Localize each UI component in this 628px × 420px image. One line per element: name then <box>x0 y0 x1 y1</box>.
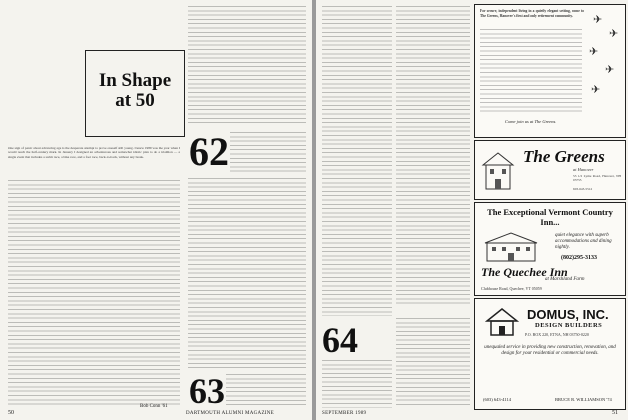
article-title-line2: at 50 <box>115 90 155 111</box>
greens-name: The Greens <box>523 147 605 166</box>
domus-name: DOMUS, INC. <box>527 307 609 322</box>
article-signature: Bob Conn '61 <box>140 404 168 409</box>
greens-address: 53 1/2 Lyme Road, Hanover, NH 03755 <box>573 174 621 183</box>
domus-owner: BRUCE R. WILLIAMSON '74 <box>555 397 612 402</box>
bird-icon: ✈ <box>591 84 601 96</box>
running-head-right: SEPTEMBER 1989 <box>322 411 367 416</box>
article-title-line1: In Shape <box>98 70 172 91</box>
right-page <box>316 0 628 420</box>
class-notes-column-1 <box>322 6 392 316</box>
class-notes-62 <box>188 178 306 370</box>
page-folio-left: 50 <box>8 410 14 416</box>
bird-icon: ✈ <box>605 64 615 76</box>
class-notes-62-intro <box>230 132 306 174</box>
article-intro: One sign of panic about advancing age is the desperate attempt to prove oneself still young. I knew 1989 was the year when I would reach the half-century mark. In January I designed an adventurous and somewhat idiotic plan to do a triathlon — a single event that includes a swim race, a bike race, and a foot race, back-to-back, without any break. <box>8 146 180 159</box>
bird-icon: ✈ <box>609 28 619 40</box>
greens-ad <box>474 140 626 200</box>
article-body-text <box>8 180 180 405</box>
bird-icon: ✈ <box>593 14 603 26</box>
quechee-name: The Quechee Inn <box>481 265 568 279</box>
page-folio-right: 51 <box>612 410 618 416</box>
domus-phone: (603) 643-4114 <box>483 397 511 402</box>
domus-ad <box>474 298 626 410</box>
domus-address: P.O. BOX 220, ETNA, NH 03750-0220 <box>525 332 589 337</box>
inn-illustration <box>483 231 539 263</box>
quechee-inn-ad <box>474 202 626 296</box>
class-number-64: 64 <box>322 320 358 360</box>
quechee-headline: The Exceptional Vermont Country Inn... <box>487 207 613 227</box>
retirement-ad-body <box>480 29 582 115</box>
quechee-tagline: quiet elegance with superb accommodations and dining nightly. <box>555 233 612 250</box>
bird-icon: ✈ <box>589 46 599 58</box>
retirement-ad-headline: For secure, independent living in a quietly elegant setting, come to The Greens, Hanover's first and only retirement community. <box>480 9 584 18</box>
running-head-left: DARTMOUTH ALUMNI MAGAZINE <box>186 411 275 416</box>
greens-sub: at Hanover <box>573 167 594 172</box>
retirement-ad <box>474 4 626 138</box>
class-number-63: 63 <box>189 371 225 411</box>
domus-tagline: unequaled service in providing new construction, renovation, and design for your residential or commercial needs. <box>484 345 616 357</box>
building-illustration <box>481 149 515 191</box>
quechee-sub: at Marshland Farm <box>545 277 585 282</box>
domus-sub: DESIGN BUILDERS <box>535 322 603 329</box>
house-logo-icon <box>485 307 519 337</box>
retirement-ad-tagline: Come join us at The Greens. <box>505 119 557 124</box>
class-notes-64 <box>322 360 392 408</box>
class-notes-column-2 <box>396 6 470 306</box>
quechee-phone: (802)295-3133 <box>561 255 597 261</box>
class-notes-64-intro <box>396 318 470 408</box>
class-notes-63-intro <box>226 374 306 406</box>
class-notes-column <box>188 6 306 126</box>
left-page <box>0 0 312 420</box>
greens-phone: 603-643-5512 <box>573 187 593 191</box>
class-number-62: 62 <box>189 129 229 174</box>
quechee-address: Clubhouse Road, Quechee, VT 05059 <box>481 286 542 291</box>
article-title-box <box>85 50 185 137</box>
